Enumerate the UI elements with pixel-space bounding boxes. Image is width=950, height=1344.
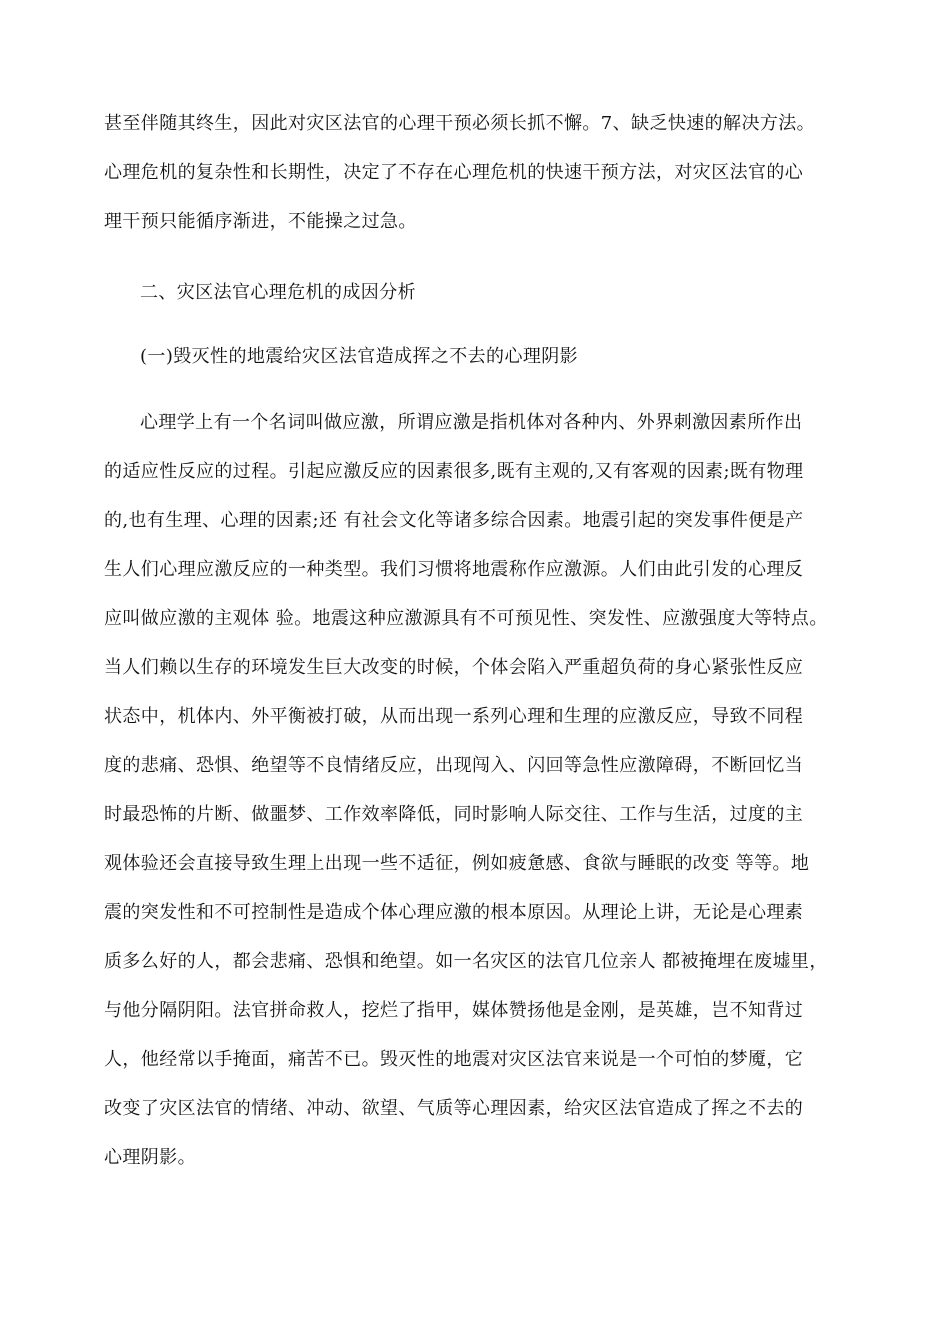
paragraph-line: 心理学上有一个名词叫做应激，所谓应激是指机体对各种内、外界刺激因素所作出 <box>140 412 803 433</box>
subsection-heading: (一)毁灭性的地震给灾区法官造成挥之不去的心理阴影 <box>140 346 579 367</box>
paragraph-line: 时最恐怖的片断、做噩梦、工作效率降低，同时影响人际交往、工作与生活，过度的主 <box>104 804 804 825</box>
paragraph-line: 心理危机的复杂性和长期性，决定了不存在心理危机的快速干预方法，对灾区法官的心 <box>104 162 804 183</box>
paragraph-line: 心理阴影。 <box>104 1147 196 1168</box>
paragraph-line: 的,也有生理、心理的因素;还 有社会文化等诸多综合因素。地震引起的突发事件便是产 <box>104 510 804 531</box>
paragraph-line: 甚至伴随其终生，因此对灾区法官的心理干预必须长抓不懈。7、缺乏快速的解决方法。 <box>104 113 816 134</box>
paragraph-line: 的适应性反应的过程。引起应激反应的因素很多,既有主观的,又有客观的因素;既有物理 <box>104 461 804 482</box>
paragraph-line: 与他分隔阴阳。法官拼命救人，挖烂了指甲，媒体赞扬他是金刚，是英雄，岂不知背过 <box>104 1000 804 1021</box>
paragraph-line: 改变了灾区法官的情绪、冲动、欲望、气质等心理因素，给灾区法官造成了挥之不去的 <box>104 1098 804 1119</box>
section-heading: 二、灾区法官心理危机的成因分析 <box>140 282 416 303</box>
paragraph-line: 理干预只能循序渐进，不能操之过急。 <box>104 211 417 232</box>
paragraph-line: 度的悲痛、恐惧、绝望等不良情绪反应，出现闯入、闪回等急性应激障碍，不断回忆当 <box>104 755 804 776</box>
paragraph-line: 观体验还会直接导致生理上出现一些不适征，例如疲惫感、食欲与睡眠的改变 等等。地 <box>104 853 810 874</box>
paragraph-line: 质多么好的人，都会悲痛、恐惧和绝望。如一名灾区的法官几位亲人 都被掩埋在废墟里， <box>104 951 828 972</box>
paragraph-line: 人，他经常以手掩面，痛苦不已。毁灭性的地震对灾区法官来说是一个可怕的梦魇，它 <box>104 1049 804 1070</box>
paragraph-line: 生人们心理应激反应的一种类型。我们习惯将地震称作应激源。人们由此引发的心理反 <box>104 559 804 580</box>
paragraph-line: 应叫做应激的主观体 验。地震这种应激源具有不可预见性、突发性、应激强度大等特点。 <box>104 608 828 629</box>
paragraph-line: 状态中，机体内、外平衡被打破，从而出现一系列心理和生理的应激反应，导致不同程 <box>104 706 804 727</box>
paragraph-line: 当人们赖以生存的环境发生巨大改变的时候，个体会陷入严重超负荷的身心紧张性反应 <box>104 657 804 678</box>
paragraph-line: 震的突发性和不可控制性是造成个体心理应激的根本原因。从理论上讲，无论是心理素 <box>104 902 804 923</box>
